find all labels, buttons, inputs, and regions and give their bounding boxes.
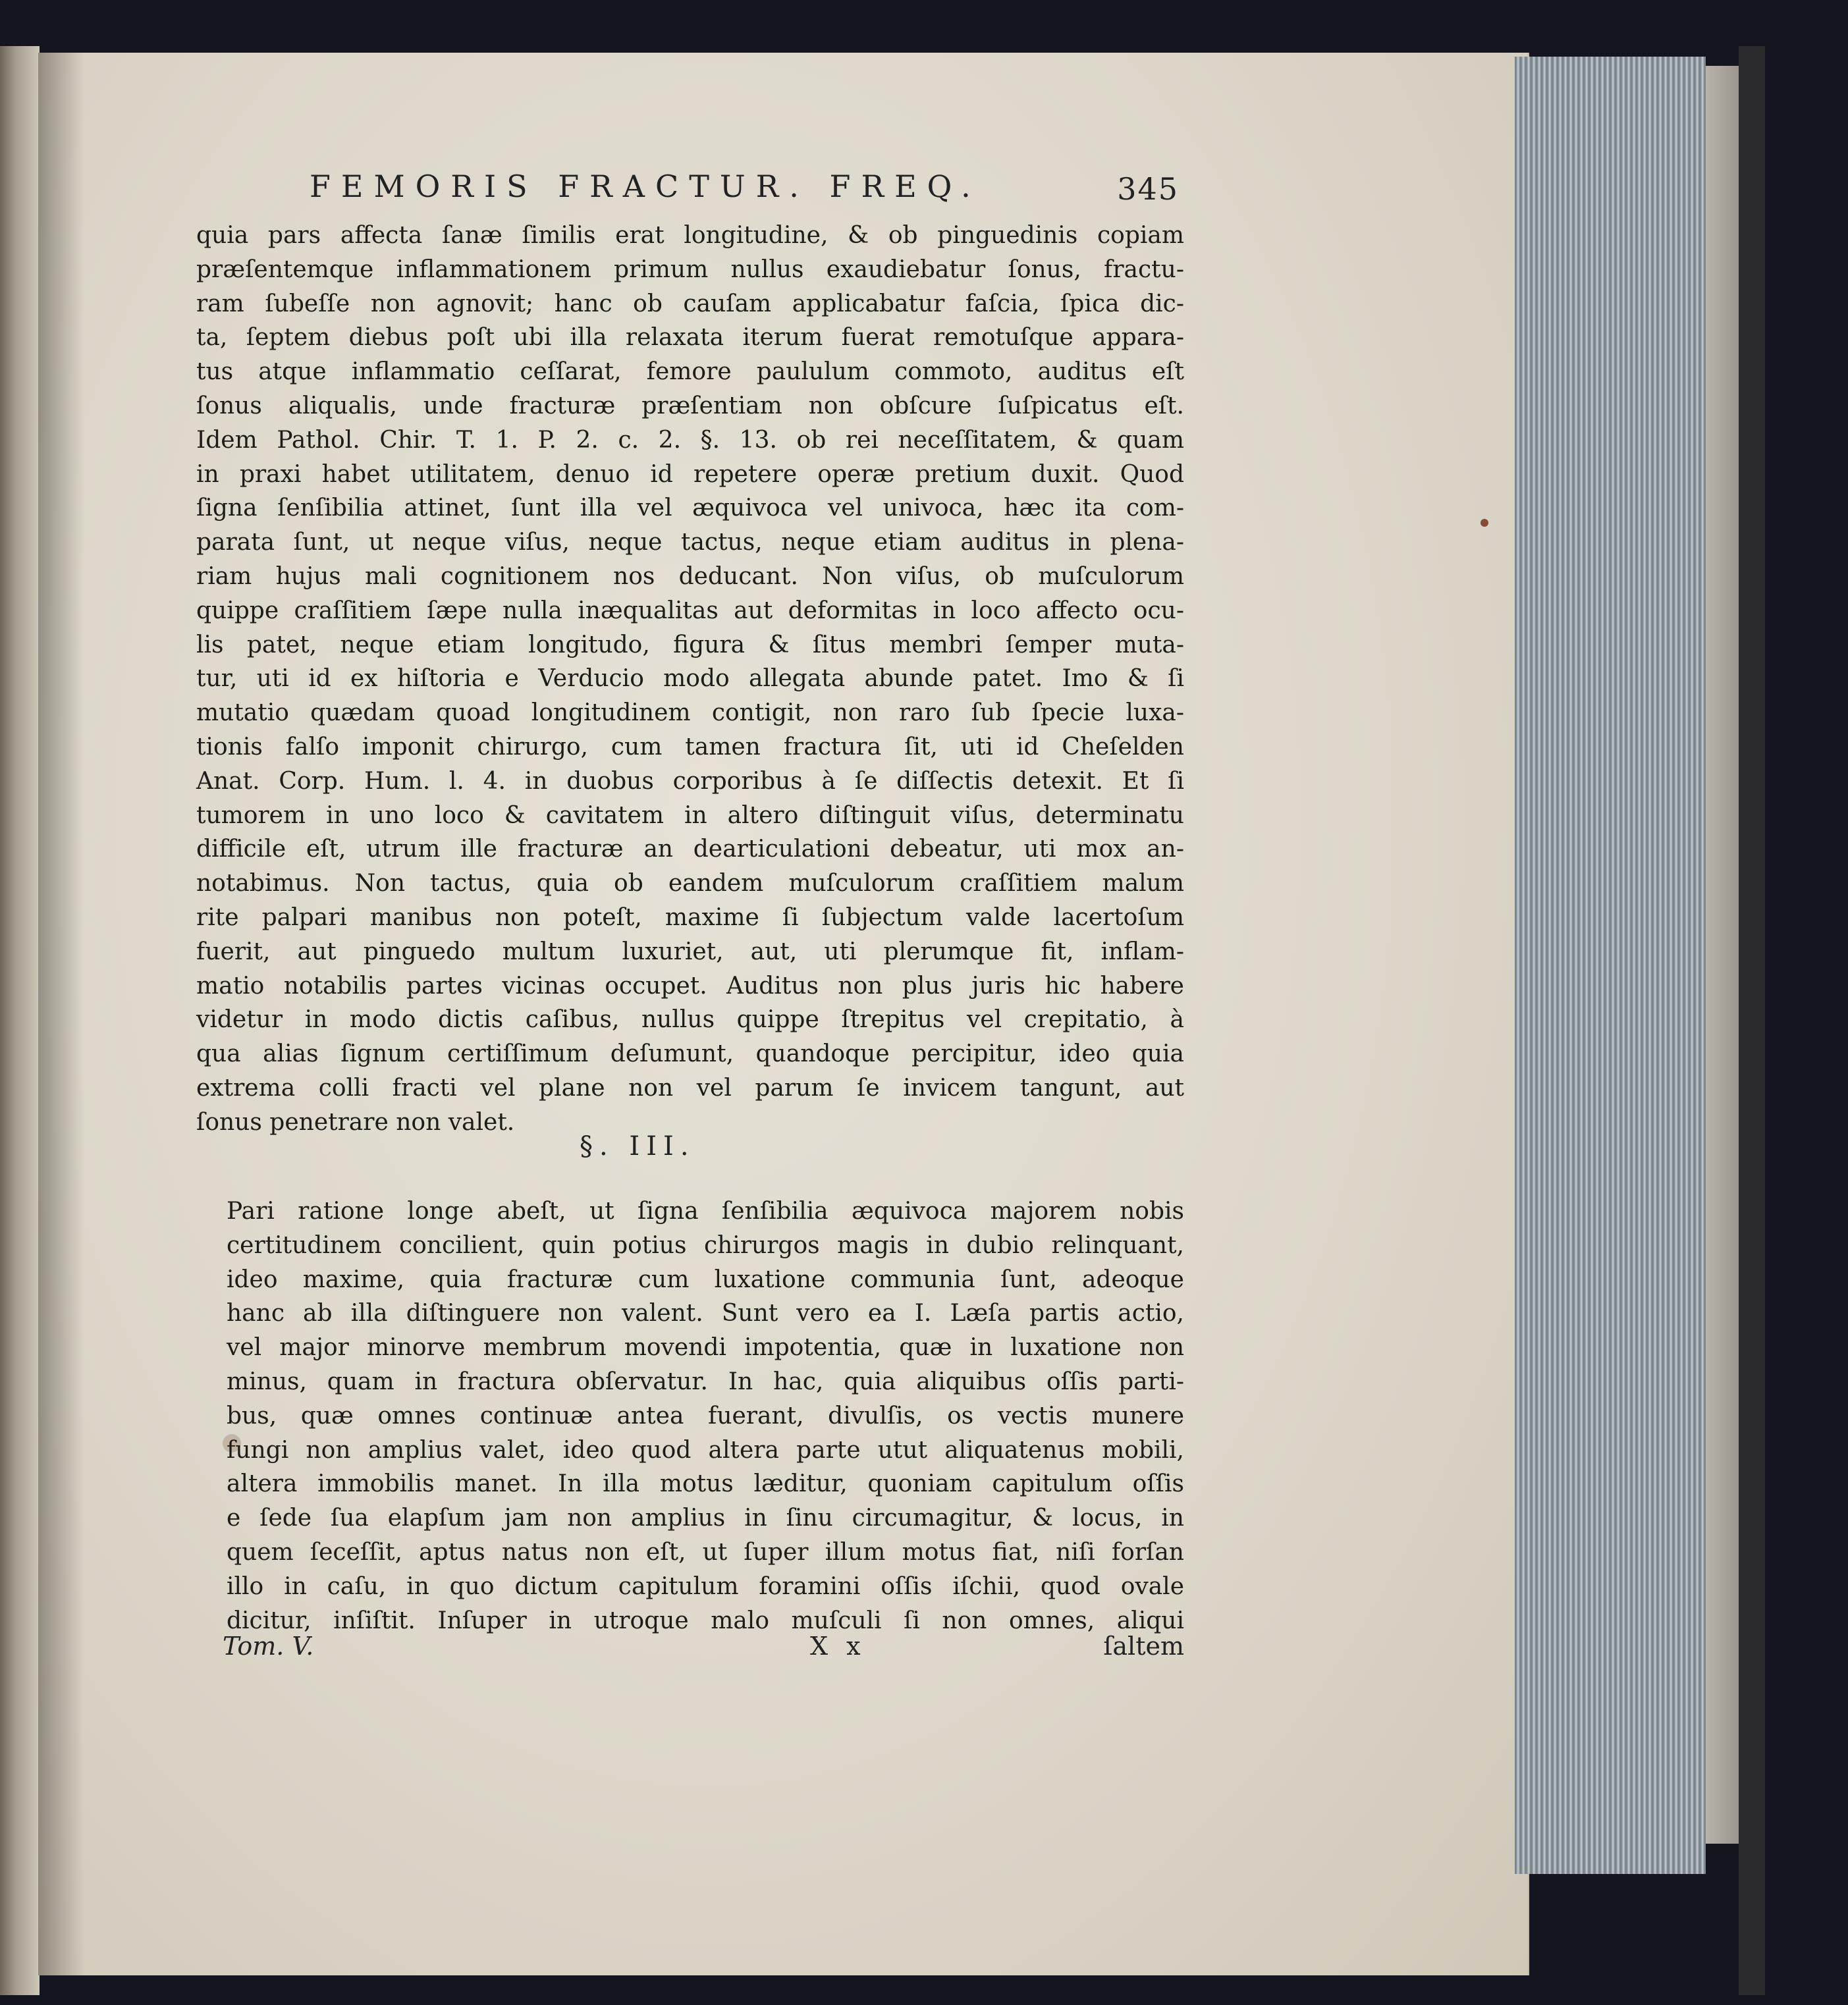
text-line: lis patet, neque etiam longitudo, figura & ſitus membri ſemper muta- [196,631,1184,658]
facing-page-edge [0,46,40,1995]
running-title: FEMORIS FRACTUR. FREQ. [310,169,981,204]
text-line: dicitur, inſiſtit. Inſuper in utroque malo muſculi ſi non omnes, aliqui [227,1607,1184,1634]
text-line: mutatio quædam quoad longitudinem contigit, non raro ſub ſpecie luxa- [196,699,1184,727]
text-line: extrema colli fracti vel plane non vel parum ſe invicem tangunt, aut [196,1074,1184,1102]
running-header [310,169,1179,215]
text-line: qua alias ſignum certiſſimum deſumunt, quandoque percipitur, ideo quia [196,1040,1184,1068]
text-line: fungi non amplius valet, ideo quod altera parte utut aliquatenus mobili, [227,1436,1184,1464]
page-footer [196,1632,1184,1671]
catchword: ſaltem [1103,1632,1184,1661]
section-heading: §. III. [580,1131,695,1162]
text-line: minus, quam in fractura obſervatur. In hac, quia aliquibus oſſis parti- [227,1368,1184,1395]
text-line: tionis falſo imponit chirurgo, cum tamen fractura ſit, uti id Cheſelden [196,733,1184,761]
text-line: quippe craſſitiem ſæpe nulla inæqualitas aut deformitas in loco affecto ocu- [196,597,1184,624]
text-line: fuerit, aut pinguedo multum luxuriet, aut, uti plerumque fit, inflam- [196,938,1184,965]
text-line: Idem Pathol. Chir. T. 1. P. 2. c. 2. §. 13. ob rei neceſſitatem, & quam [196,426,1184,454]
text-line: difficile eſt, utrum ille fracturæ an dearticulationi debeatur, uti mox an- [196,836,1184,863]
text-line: quem ſeceſſit, aptus natus non eſt, ut ſuper illum motus fiat, niſi forſan [227,1538,1184,1566]
text-line: ſigna ſenſibilia attinet, ſunt illa vel æquivoca vel univoca, hæc ita com- [196,495,1184,522]
text-line: ram ſubeſſe non agnovit; hanc ob cauſam applicabatur faſcia, ſpica dic- [196,290,1184,317]
text-line: certitudinem concilient, quin potius chirurgos magis in dubio relinquant, [227,1231,1184,1259]
text-line: vel major minorve membrum movendi impotentia, quæ in luxatione non [227,1334,1184,1362]
text-line: riam hujus mali cognitionem nos deducant. Non viſus, ob muſculorum [196,562,1184,590]
text-line: rite palpari manibus non poteſt, maxime ſi ſubjectum valde lacertoſum [196,903,1184,931]
paragraph-2 [196,1194,1184,1638]
text-line: Pari ratione longe abeſt, ut ſigna ſenſibilia æquivoca majorem nobis [227,1198,1184,1225]
text-line: Anat. Corp. Hum. l. 4. in duobus corporibus à ſe diſſectis detexit. Et ſi [196,767,1184,795]
text-line: tur, uti id ex hiſtoria e Verducio modo allegata abunde patet. Imo & ſi [196,665,1184,693]
text-line: tumorem in uno loco & cavitatem in altero diſtinguit viſus, determinatu [196,801,1184,829]
gutter-shadow [38,53,84,1975]
binding-board [1739,46,1765,1995]
paper-speck [1481,519,1488,527]
text-line: illo in caſu, in quo dictum capitulum foramini oſſis iſchii, quod ovale [227,1572,1184,1600]
text-line: altera immobilis manet. In illa motus læditur, quoniam capitulum oſſis [227,1470,1184,1498]
text-line: hanc ab illa diſtinguere non valent. Sunt vero ea I. Læſa partis actio, [227,1300,1184,1327]
text-line: bus, quæ omnes continuæ antea fuerant, divulſis, os vectis munere [227,1402,1184,1430]
text-line: notabimus. Non tactus, quia ob eandem muſculorum craſſitiem malum [196,870,1184,897]
paragraph-1 [196,219,1184,1140]
signature-mark: X x [810,1632,866,1661]
text-line: ſonus penetrare non valet. [196,1108,515,1136]
text-line: parata ſunt, ut neque viſus, neque tactus, neque etiam auditus in plena- [196,529,1184,556]
page-number: 345 [1117,171,1179,207]
text-line: videtur in modo dictis caſibus, nullus quippe ſtrepitus vel crepitatio, à [196,1006,1184,1034]
text-line: tus atque inflammatio ceſſarat, femore paululum commoto, auditus eſt [196,358,1184,386]
text-line: ideo maxime, quia fracturæ cum luxatione communia ſunt, adeoque [227,1266,1184,1293]
page-edges [1515,57,1706,1874]
volume-mark: Tom. V. [223,1632,314,1661]
text-line: quia pars affecta ſanæ ſimilis erat longitudine, & ob pinguedinis copiam [196,222,1184,249]
text-line: e ſede ſua elapſum jam non amplius in ſinu circumagitur, & locus, in [227,1505,1184,1532]
text-line: præſentemque inflammationem primum nullus exaudiebatur ſonus, fractu- [196,255,1184,283]
text-line: matio notabilis partes vicinas occupet. Auditus non plus juris hic habere [196,972,1184,1000]
text-line: ſonus aliqualis, unde fracturæ præſentiam non obſcure ſuſpicatus eſt. [196,392,1184,419]
text-line: ta, ſeptem diebus poſt ubi illa relaxata iterum fuerat remotuſque appara- [196,324,1184,352]
text-line: in praxi habet utilitatem, denuo id repetere operæ pretium duxit. Quod [196,460,1184,488]
